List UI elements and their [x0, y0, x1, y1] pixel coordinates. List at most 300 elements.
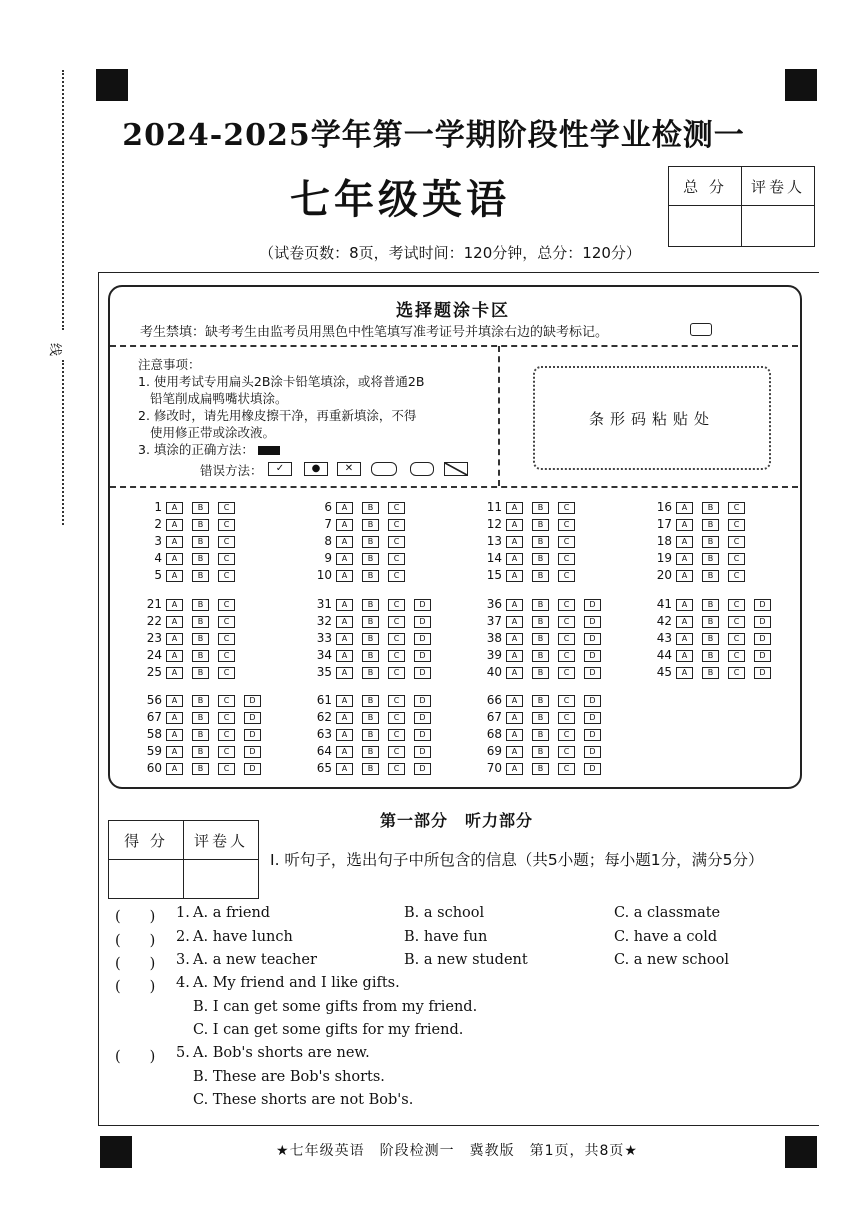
question-number: 42 [656, 614, 672, 628]
option-bubble-a[interactable]: A [166, 763, 183, 775]
option-bubble-b[interactable]: B [192, 616, 209, 628]
option-bubble-a[interactable]: A [506, 570, 523, 582]
option-bubble-b[interactable]: B [702, 667, 719, 679]
option-bubble-b[interactable]: B [362, 553, 379, 565]
registration-mark-top-left [96, 69, 128, 101]
notice-line: 2. 修改时，请先用橡皮擦干净，再重新填涂，不得 [138, 408, 417, 423]
option-bubble-a[interactable]: A [166, 502, 183, 514]
option-bubble-a[interactable]: A [676, 570, 693, 582]
option-bubble-d[interactable]: D [414, 763, 431, 775]
option-b: B. a new student [404, 952, 528, 968]
option-bubble-d[interactable]: D [244, 712, 261, 724]
section-grader-label: 评卷人 [184, 821, 259, 860]
option-bubble-b[interactable]: B [702, 633, 719, 645]
option-bubble-c[interactable]: C [218, 553, 235, 565]
option-bubble-b[interactable]: B [192, 519, 209, 531]
option-bubble-b[interactable]: B [362, 570, 379, 582]
option-bubble-a[interactable]: A [166, 536, 183, 548]
question-bubble-row [310, 665, 440, 679]
option-bubble-c[interactable]: C [388, 570, 405, 582]
option-bubble-a[interactable]: A [336, 712, 353, 724]
option-bubble-a[interactable]: A [676, 519, 693, 531]
option-bubble-d[interactable]: D [584, 633, 601, 645]
option-b: B. These are Bob's shorts. [193, 1069, 385, 1085]
option-bubble-b[interactable]: B [702, 616, 719, 628]
option-bubble-a[interactable]: A [676, 599, 693, 611]
option-bubble-b[interactable]: B [532, 695, 549, 707]
item-number: 2. [176, 929, 190, 945]
wrong-method-label: 错误方法： [200, 463, 263, 478]
option-bubble-d[interactable]: D [584, 616, 601, 628]
question-number: 25 [146, 665, 162, 679]
option-bubble-d[interactable]: D [754, 667, 771, 679]
option-bubble-c[interactable]: C [558, 502, 575, 514]
option-bubble-c[interactable]: C [558, 519, 575, 531]
question-number: 1 [154, 500, 162, 514]
option-bubble-a[interactable]: A [336, 553, 353, 565]
option-bubble-c[interactable]: C [388, 746, 405, 758]
option-bubble-c[interactable]: C [728, 633, 745, 645]
option-bubble-d[interactable]: D [754, 633, 771, 645]
exam-subject: 七年级英语 [290, 176, 510, 223]
option-bubble-c[interactable]: C [558, 616, 575, 628]
option-bubble-b[interactable]: B [192, 729, 209, 741]
question-number: 41 [656, 597, 672, 611]
option-bubble-b[interactable]: B [702, 502, 719, 514]
option-bubble-b[interactable]: B [362, 633, 379, 645]
option-bubble-c[interactable]: C [728, 502, 745, 514]
option-bubble-d[interactable]: D [584, 712, 601, 724]
section-score-box [108, 820, 259, 899]
option-bubble-b[interactable]: B [532, 729, 549, 741]
option-bubble-d[interactable]: D [754, 616, 771, 628]
option-c: C. a new school [614, 952, 729, 968]
question-bubble-row [650, 534, 754, 548]
option-bubble-a[interactable]: A [166, 553, 183, 565]
option-bubble-c[interactable]: C [728, 553, 745, 565]
option-bubble-c[interactable]: C [218, 599, 235, 611]
option-bubble-b[interactable]: B [192, 712, 209, 724]
question-bubble-row [140, 597, 244, 611]
option-bubble-c[interactable]: C [558, 633, 575, 645]
option-bubble-a[interactable]: A [166, 695, 183, 707]
option-bubble-c[interactable]: C [558, 570, 575, 582]
option-bubble-c[interactable]: C [218, 763, 235, 775]
option-bubble-a[interactable]: A [676, 536, 693, 548]
option-bubble-c[interactable]: C [558, 695, 575, 707]
question-bubble-row [310, 761, 440, 775]
option-bubble-b[interactable]: B [192, 650, 209, 662]
question-bubble-row [480, 551, 584, 565]
option-bubble-a[interactable]: A [166, 616, 183, 628]
question-bubble-row [310, 744, 440, 758]
wrong-dot-sample: ● [304, 462, 328, 476]
answer-bracket: ( ) [115, 933, 156, 949]
option-bubble-c[interactable]: C [558, 599, 575, 611]
question-number: 20 [656, 568, 672, 582]
option-bubble-a[interactable]: A [336, 616, 353, 628]
option-bubble-b[interactable]: B [362, 519, 379, 531]
option-bubble-c[interactable]: C [558, 746, 575, 758]
question-bubble-row [480, 517, 584, 531]
section-score-cell[interactable] [109, 860, 184, 899]
option-bubble-a[interactable]: A [676, 667, 693, 679]
item-number: 1. [176, 905, 190, 921]
option-bubble-c[interactable]: C [388, 616, 405, 628]
barcode-label: 条形码粘贴处 [588, 409, 715, 428]
option-bubble-b[interactable]: B [532, 570, 549, 582]
option-bubble-c[interactable]: C [218, 650, 235, 662]
option-bubble-d[interactable]: D [414, 667, 431, 679]
question-bubble-row [140, 614, 244, 628]
option-bubble-b[interactable]: B [532, 763, 549, 775]
option-bubble-c[interactable]: C [218, 502, 235, 514]
option-bubble-c[interactable]: C [388, 502, 405, 514]
question-bubble-row [310, 551, 414, 565]
option-bubble-d[interactable]: D [584, 667, 601, 679]
option-bubble-c[interactable]: C [558, 553, 575, 565]
option-bubble-b[interactable]: B [532, 746, 549, 758]
option-bubble-b[interactable]: B [192, 553, 209, 565]
option-bubble-c[interactable]: C [388, 650, 405, 662]
question-bubble-row [650, 597, 780, 611]
option-bubble-d[interactable]: D [414, 633, 431, 645]
question-number: 21 [146, 597, 162, 611]
option-bubble-a[interactable]: A [336, 667, 353, 679]
option-bubble-b[interactable]: B [532, 519, 549, 531]
option-bubble-a[interactable]: A [166, 712, 183, 724]
absent-mark-box[interactable] [690, 323, 712, 336]
option-bubble-c[interactable]: C [558, 650, 575, 662]
option-bubble-d[interactable]: D [244, 729, 261, 741]
option-bubble-c[interactable]: C [558, 536, 575, 548]
answer-card-title: 选择题涂卡区 [396, 301, 510, 321]
option-bubble-d[interactable]: D [414, 746, 431, 758]
option-bubble-c[interactable]: C [388, 553, 405, 565]
option-bubble-b[interactable]: B [192, 570, 209, 582]
option-bubble-b[interactable]: B [192, 536, 209, 548]
option-bubble-c[interactable]: C [728, 536, 745, 548]
option-bubble-a[interactable]: A [506, 616, 523, 628]
question-bubble-row [140, 500, 244, 514]
option-bubble-c[interactable]: C [728, 667, 745, 679]
option-bubble-d[interactable]: D [584, 729, 601, 741]
option-bubble-d[interactable]: D [584, 650, 601, 662]
option-bubble-b[interactable]: B [532, 553, 549, 565]
option-bubble-a[interactable]: A [166, 519, 183, 531]
option-bubble-b[interactable]: B [702, 553, 719, 565]
item-number: 4. [176, 975, 190, 991]
question-bubble-row [140, 517, 244, 531]
option-bubble-b[interactable]: B [532, 536, 549, 548]
option-bubble-a[interactable]: A [506, 712, 523, 724]
question-bubble-row [140, 648, 244, 662]
option-bubble-a[interactable]: A [166, 746, 183, 758]
total-score-cell[interactable] [669, 206, 742, 247]
option-bubble-c[interactable]: C [728, 570, 745, 582]
question-bubble-row [310, 517, 414, 531]
option-bubble-c[interactable]: C [218, 667, 235, 679]
question-number: 38 [486, 631, 502, 645]
question-bubble-row [480, 648, 610, 662]
question-number: 2 [154, 517, 162, 531]
option-bubble-b[interactable]: B [532, 616, 549, 628]
question-number: 35 [316, 665, 332, 679]
option-bubble-a[interactable]: A [676, 502, 693, 514]
option-bubble-c[interactable]: C [558, 712, 575, 724]
option-bubble-c[interactable]: C [388, 695, 405, 707]
option-bubble-a[interactable]: A [506, 553, 523, 565]
option-bubble-a[interactable]: A [506, 763, 523, 775]
option-bubble-b[interactable]: B [532, 599, 549, 611]
part-title: Ⅰ. 听句子，选出句子中所包含的信息（共5小题；每小题1分，满分5分） [270, 851, 764, 869]
option-b: B. have fun [404, 929, 488, 945]
option-bubble-d[interactable]: D [414, 650, 431, 662]
option-bubble-d[interactable]: D [414, 729, 431, 741]
option-bubble-b[interactable]: B [362, 616, 379, 628]
option-bubble-c[interactable]: C [728, 616, 745, 628]
option-bubble-b[interactable]: B [532, 502, 549, 514]
option-bubble-c[interactable]: C [728, 650, 745, 662]
question-bubble-row [310, 693, 440, 707]
option-bubble-a[interactable]: A [506, 695, 523, 707]
option-bubble-c[interactable]: C [218, 712, 235, 724]
option-bubble-a[interactable]: A [506, 502, 523, 514]
option-bubble-b[interactable]: B [702, 570, 719, 582]
option-bubble-c[interactable]: C [218, 633, 235, 645]
question-bubble-row [480, 631, 610, 645]
option-bubble-d[interactable]: D [414, 712, 431, 724]
option-bubble-c[interactable]: C [388, 599, 405, 611]
question-bubble-row [140, 534, 244, 548]
option-bubble-d[interactable]: D [584, 746, 601, 758]
option-bubble-a[interactable]: A [676, 633, 693, 645]
option-bubble-a[interactable]: A [506, 650, 523, 662]
option-b: B. a school [404, 905, 485, 921]
option-bubble-b[interactable]: B [192, 633, 209, 645]
option-bubble-b[interactable]: B [192, 746, 209, 758]
page-footer: ★七年级英语 阶段检测一 冀教版 第1页，共8页★ [276, 1143, 638, 1159]
binding-line-bottom [62, 360, 64, 525]
option-bubble-c[interactable]: C [728, 599, 745, 611]
option-bubble-a[interactable]: A [506, 536, 523, 548]
notice-block [138, 356, 488, 458]
option-bubble-c[interactable]: C [218, 695, 235, 707]
option-bubble-c[interactable]: C [388, 763, 405, 775]
option-bubble-b[interactable]: B [362, 729, 379, 741]
option-a: A. a new teacher [193, 952, 317, 968]
option-bubble-d[interactable]: D [584, 695, 601, 707]
option-bubble-a[interactable]: A [166, 667, 183, 679]
option-bubble-c[interactable]: C [558, 763, 575, 775]
question-number: 13 [486, 534, 502, 548]
option-bubble-b[interactable]: B [702, 519, 719, 531]
option-bubble-c[interactable]: C [388, 667, 405, 679]
option-bubble-b[interactable]: B [362, 650, 379, 662]
question-number: 44 [656, 648, 672, 662]
option-bubble-c[interactable]: C [388, 633, 405, 645]
option-bubble-a[interactable]: A [166, 570, 183, 582]
option-bubble-b[interactable]: B [362, 502, 379, 514]
option-bubble-a[interactable]: A [336, 536, 353, 548]
option-bubble-a[interactable]: A [166, 633, 183, 645]
option-bubble-a[interactable]: A [676, 553, 693, 565]
option-bubble-d[interactable]: D [244, 746, 261, 758]
option-bubble-c[interactable]: C [388, 712, 405, 724]
question-number: 18 [656, 534, 672, 548]
notice-line-correct: 3. 填涂的正确方法： [138, 441, 488, 458]
wrong-slash-sample [444, 462, 468, 476]
question-number: 14 [486, 551, 502, 565]
option-bubble-a[interactable]: A [336, 633, 353, 645]
option-bubble-a[interactable]: A [506, 633, 523, 645]
option-bubble-d[interactable]: D [754, 599, 771, 611]
question-number: 63 [316, 727, 332, 741]
option-bubble-a[interactable]: A [336, 746, 353, 758]
option-bubble-b[interactable]: B [532, 667, 549, 679]
grader-cell[interactable] [742, 206, 815, 247]
option-bubble-c[interactable]: C [558, 729, 575, 741]
option-bubble-b[interactable]: B [192, 763, 209, 775]
option-bubble-d[interactable]: D [414, 616, 431, 628]
option-c: C. These shorts are not Bob's. [193, 1092, 414, 1108]
question-bubble-row [650, 551, 754, 565]
option-bubble-b[interactable]: B [192, 695, 209, 707]
question-number: 70 [486, 761, 502, 775]
option-bubble-b[interactable]: B [362, 667, 379, 679]
question-bubble-row [650, 648, 780, 662]
answer-bracket: ( ) [115, 979, 156, 995]
question-number: 12 [486, 517, 502, 531]
question-bubble-row [140, 710, 270, 724]
question-number: 11 [486, 500, 502, 514]
option-bubble-b[interactable]: B [362, 536, 379, 548]
option-bubble-b[interactable]: B [362, 763, 379, 775]
question-bubble-row [140, 568, 244, 582]
option-a: A. have lunch [193, 929, 293, 945]
option-bubble-a[interactable]: A [676, 616, 693, 628]
option-bubble-c[interactable]: C [218, 616, 235, 628]
option-bubble-b[interactable]: B [702, 536, 719, 548]
question-number: 56 [146, 693, 162, 707]
option-bubble-b[interactable]: B [362, 599, 379, 611]
option-bubble-b[interactable]: B [362, 712, 379, 724]
option-a: A. Bob's shorts are new. [193, 1045, 370, 1061]
question-bubble-row [310, 710, 440, 724]
option-bubble-a[interactable]: A [336, 599, 353, 611]
option-bubble-a[interactable]: A [336, 502, 353, 514]
option-bubble-a[interactable]: A [166, 729, 183, 741]
option-bubble-b[interactable]: B [362, 746, 379, 758]
question-number: 66 [486, 693, 502, 707]
option-bubble-b[interactable]: B [192, 502, 209, 514]
option-bubble-b[interactable]: B [362, 695, 379, 707]
question-number: 23 [146, 631, 162, 645]
option-bubble-a[interactable]: A [336, 570, 353, 582]
option-bubble-b[interactable]: B [702, 599, 719, 611]
card-divider-bottom [110, 486, 798, 488]
wrong-check-sample: ✓ [268, 462, 292, 476]
option-bubble-d[interactable]: D [414, 695, 431, 707]
section-grader-cell[interactable] [184, 860, 259, 899]
question-number: 69 [486, 744, 502, 758]
option-bubble-c[interactable]: C [388, 729, 405, 741]
question-bubble-row [140, 744, 270, 758]
option-bubble-a[interactable]: A [676, 650, 693, 662]
question-number: 33 [316, 631, 332, 645]
option-bubble-c[interactable]: C [218, 536, 235, 548]
option-bubble-a[interactable]: A [336, 763, 353, 775]
option-bubble-b[interactable]: B [532, 650, 549, 662]
question-number: 39 [486, 648, 502, 662]
option-bubble-c[interactable]: C [388, 536, 405, 548]
option-a: A. My friend and I like gifts. [193, 975, 400, 991]
binding-line-top [62, 70, 64, 330]
option-b: B. I can get some gifts from my friend. [193, 999, 478, 1015]
question-number: 67 [146, 710, 162, 724]
option-bubble-c[interactable]: C [218, 570, 235, 582]
question-bubble-row [310, 631, 440, 645]
option-bubble-a[interactable]: A [506, 667, 523, 679]
option-bubble-a[interactable]: A [166, 599, 183, 611]
option-bubble-a[interactable]: A [166, 650, 183, 662]
question-number: 64 [316, 744, 332, 758]
option-bubble-a[interactable]: A [506, 519, 523, 531]
option-bubble-a[interactable]: A [336, 695, 353, 707]
question-bubble-row [310, 534, 414, 548]
question-bubble-row [480, 710, 610, 724]
option-bubble-a[interactable]: A [336, 519, 353, 531]
option-bubble-b[interactable]: B [192, 667, 209, 679]
option-bubble-c[interactable]: C [728, 519, 745, 531]
question-number: 37 [486, 614, 502, 628]
option-bubble-c[interactable]: C [388, 519, 405, 531]
exam-info: （试卷页数：8页，考试时间：120分钟，总分：120分） [259, 244, 641, 262]
option-c: C. a classmate [614, 905, 721, 921]
option-bubble-a[interactable]: A [506, 746, 523, 758]
card-divider-middle [498, 346, 500, 486]
option-bubble-d[interactable]: D [584, 763, 601, 775]
option-bubble-b[interactable]: B [532, 712, 549, 724]
option-bubble-c[interactable]: C [218, 519, 235, 531]
option-bubble-c[interactable]: C [558, 667, 575, 679]
option-bubble-d[interactable]: D [584, 599, 601, 611]
question-bubble-row [310, 597, 440, 611]
question-number: 3 [154, 534, 162, 548]
question-bubble-row [310, 500, 414, 514]
registration-mark-top-right [785, 69, 817, 101]
question-bubble-row [650, 631, 780, 645]
option-bubble-d[interactable]: D [244, 695, 261, 707]
option-bubble-c[interactable]: C [218, 729, 235, 741]
option-bubble-a[interactable]: A [506, 599, 523, 611]
option-bubble-d[interactable]: D [414, 599, 431, 611]
option-bubble-b[interactable]: B [192, 599, 209, 611]
option-bubble-c[interactable]: C [218, 746, 235, 758]
total-score-label: 总 分 [669, 167, 742, 206]
option-bubble-a[interactable]: A [336, 650, 353, 662]
notice-line: 铅笔削成扁鸭嘴状填涂。 [150, 391, 288, 406]
option-bubble-b[interactable]: B [532, 633, 549, 645]
option-bubble-a[interactable]: A [506, 729, 523, 741]
option-bubble-b[interactable]: B [702, 650, 719, 662]
option-bubble-d[interactable]: D [754, 650, 771, 662]
question-number: 10 [316, 568, 332, 582]
question-bubble-row [140, 551, 244, 565]
option-bubble-a[interactable]: A [336, 729, 353, 741]
question-bubble-row [650, 665, 780, 679]
option-bubble-d[interactable]: D [244, 763, 261, 775]
